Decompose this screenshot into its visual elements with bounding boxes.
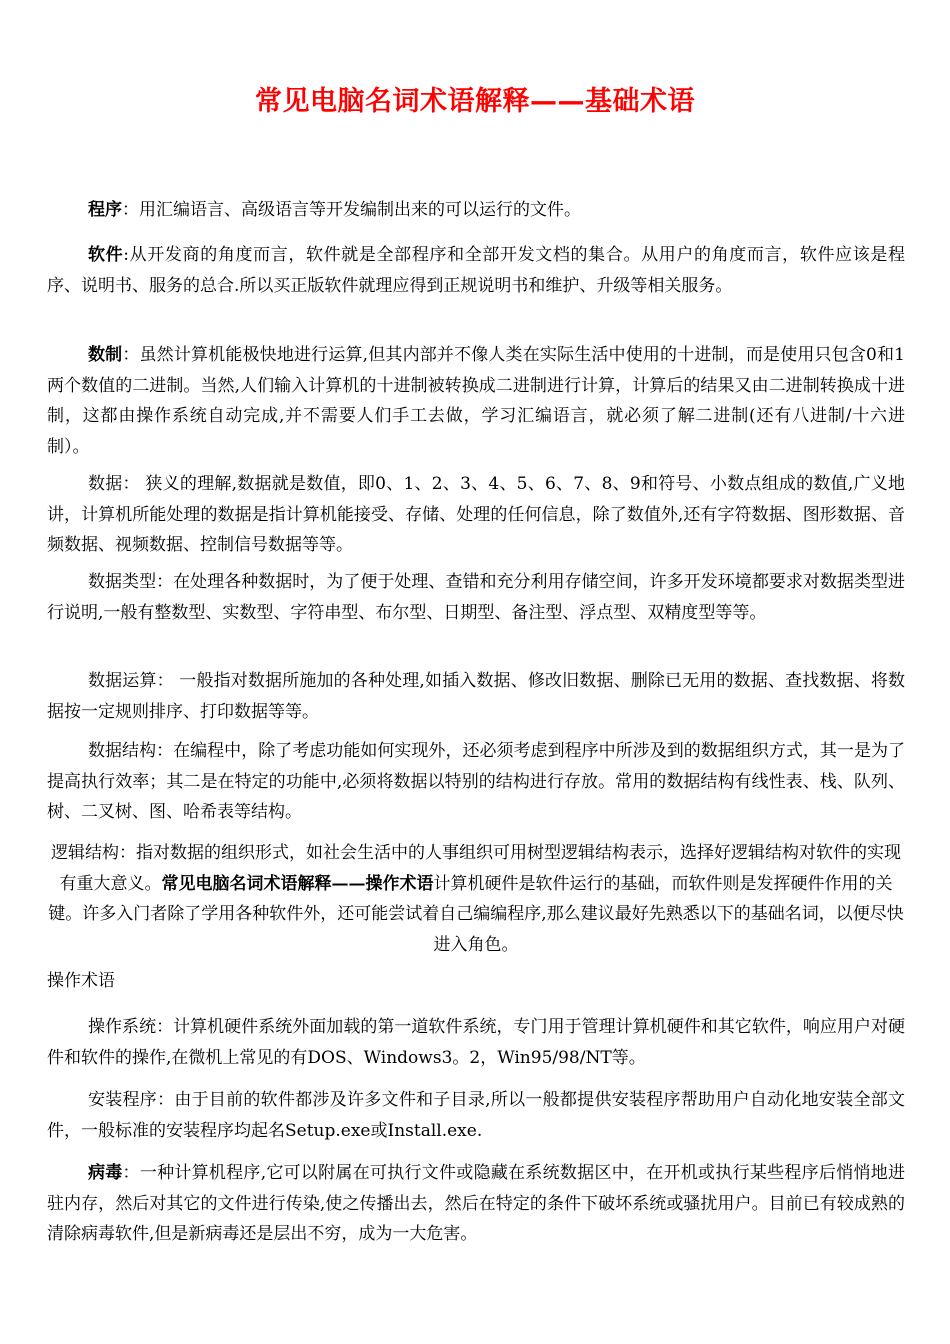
paragraph-software bbox=[47, 240, 905, 301]
paragraph-operating-system: 操作系统：计算机硬件系统外面加载的第一道软件系统，专门用于管理计算机硬件和其它软件，响应用户对硬件和软件的操作,在微机上常见的有DOS、Windows3。2，Win95/98/NT等。 bbox=[47, 1017, 905, 1068]
paragraph-data-structure: 数据结构：在编程中，除了考虑功能如何实现外，还必须考虑到程序中所涉及到的数据组织方式，其一是为了提高执行效率；其二是在特定的功能中,必须将数据以特别的结构进行存放。常用的数据结构有线性表、栈、队列、树、二叉树、图、哈希表等结构。 bbox=[47, 741, 905, 822]
paragraph-program bbox=[47, 195, 905, 226]
term-program: 程序 bbox=[88, 200, 122, 220]
paragraph-data-type: 数据类型：在处理各种数据时，为了便于处理、查错和充分利用存储空间，许多开发环境都要求对数据类型进行说明,一般有整数型、实数型、字符串型、布尔型、日期型、备注型、浮点型、双精度型等等。 bbox=[47, 572, 905, 623]
section-label-operation-terms: 操作术语 bbox=[47, 971, 115, 991]
paragraph-data-operation: 数据运算： 一般指对数据所施加的各种处理,如插入数据、修改旧数据、删除已无用的数据、查找数据、将数据按一定规则排序、打印数据等等。 bbox=[47, 671, 905, 722]
logical-structure-text: 逻辑结构：指对数据的组织形式，如社会生活中的人事组织可用树型逻辑结构表示，选择好逻辑结构对软件的实现有重大意义。 bbox=[51, 843, 901, 894]
term-virus: 病毒 bbox=[88, 1163, 123, 1183]
definition-program: ：用汇编语言、高级语言等开发编制出来的可以运行的文件。 bbox=[122, 200, 581, 220]
definition-number-system: ：虽然计算机能极快地进行运算,但其内部并不像人类在实际生活中使用的十进制，而是使用只包含0和1两个数值的二进制。当然,人们输入计算机的十进制被转换成二进制进行计算，计算后的结果又由二进制转换成十进制，这都由操作系统自动完成,并不需要人们手工去做，学习汇编语言，就必须了解二进制(还有八进制/十六进制）。 bbox=[47, 345, 905, 457]
paragraph-number-system bbox=[47, 340, 905, 462]
page-title: 常见电脑名词术语解释——基础术语 bbox=[255, 86, 695, 117]
operation-terms-intro: 计算机硬件是软件运行的基础，而软件则是发挥硬件作用的关键。许多入门者除了学用各种软件外，还可能尝试着自己编编程序,那么建议最好先熟悉以下的基础名词，以便尽快进入角色。 bbox=[48, 873, 904, 955]
paragraph-data: 数据： 狭义的理解,数据就是数值，即0、1、2、3、4、5、6、7、8、9和符号、小数点组成的数值,广义地讲，计算机所能处理的数据是指计算机能接受、存储、处理的任何信息，除了数值外,还有字符数据、图形数据、音频数据、视频数据、控制信号数据等等。 bbox=[47, 474, 905, 555]
definition-software: :从开发商的角度而言，软件就是全部程序和全部开发文档的集合。从用户的角度而言，软件应该是程序、说明书、服务的总合.所以买正版软件就理应得到正规说明书和维护、升级等相关服务。 bbox=[47, 245, 905, 296]
definition-virus: ：一种计算机程序,它可以附属在可执行文件或隐藏在系统数据区中，在开机或执行某些程序后悄悄地进驻内存，然后对其它的文件进行传染,使之传播出去，然后在特定的条件下破坏系统或骚扰用户。目前已有较成熟的清除病毒软件,但是新病毒还是层出不穷，成为一大危害。 bbox=[47, 1163, 906, 1244]
paragraph-installer: 安装程序：由于目前的软件都涉及许多文件和子目录,所以一般都提供安装程序帮助用户自动化地安装全部文件，一般标准的安装程序均起名Setup.exe或Install.exe. bbox=[47, 1090, 905, 1141]
section-heading-operation-terms: 常见电脑名词术语解释——操作术语 bbox=[161, 873, 434, 894]
term-number-system: 数制 bbox=[88, 345, 123, 365]
paragraph-logical-structure bbox=[47, 838, 905, 960]
paragraph-virus bbox=[47, 1158, 905, 1250]
term-software: 软件 bbox=[88, 245, 124, 265]
